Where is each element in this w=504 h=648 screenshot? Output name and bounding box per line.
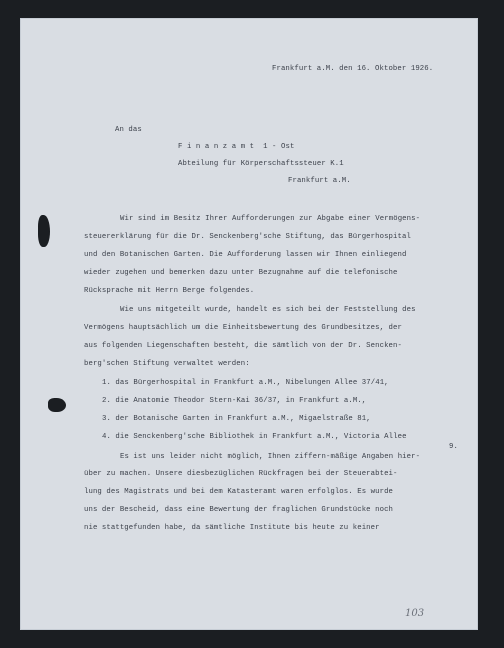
closing-line: über zu machen. Unsere diesbezüglichen Rückfragen bei der Steuerabtei- (84, 470, 398, 478)
body-line: Rücksprache mit Herrn Berge folgendes. (84, 287, 255, 295)
closing-line: nie stattgefunden habe, da sämtliche Institute bis heute zu keiner (84, 524, 380, 532)
body-line: Vermögens hauptsächlich um die Einheitsbewertung des Grundbesitzes, der (84, 324, 402, 332)
margin-mark: 9. (449, 443, 458, 451)
list-item: 4. die Senckenberg'sche Bibliothek in Frankfurt a.M., Victoria Allee (102, 433, 407, 441)
body-line: Wie uns mitgeteilt wurde, handelt es sich bei der Feststellung des (120, 306, 416, 314)
closing-line: lung des Magistrats und bei dem Katasteramt waren erfolglos. Es wurde (84, 488, 394, 496)
body-line: steuererklärung für die Dr. Senckenberg'sche Stiftung, das Bürgerhospital (84, 233, 411, 241)
body-line: und den Botanischen Garten. Die Aufforderung lassen wir Ihnen einliegend (84, 251, 407, 259)
address-city: Frankfurt a.M. (288, 177, 351, 185)
punch-hole (38, 215, 50, 247)
body-line: aus folgenden Liegenschaften besteht, die sämtlich von der Dr. Sencken- (84, 342, 402, 350)
list-item: 3. der Botanische Garten in Frankfurt a.M., Migaelstraße 81, (102, 415, 371, 423)
letter-page (20, 18, 478, 630)
body-line: wieder zugehen und bemerken dazu unter Bezugnahme auf die telefonische (84, 269, 398, 277)
closing-line: uns der Bescheid, dass eine Bewertung der fraglichen Grundstücke noch (84, 506, 394, 514)
address-office: F i n a n z a m t 1 - Ost (178, 143, 295, 151)
closing-line: Es ist uns leider nicht möglich, Ihnen ziffern-mäßige Angaben hier- (120, 453, 421, 461)
address-to: An das (115, 126, 142, 134)
page-number: 103 (405, 608, 425, 619)
list-item: 2. die Anatomie Theodor Stern-Kai 36/37, in Frankfurt a.M., (102, 397, 367, 405)
date-line: Frankfurt a.M. den 16. Oktober 1926. (272, 65, 434, 73)
body-line: Wir sind im Besitz Ihrer Aufforderungen zur Abgabe einer Vermögens- (120, 215, 421, 223)
list-item: 1. das Bürgerhospital in Frankfurt a.M., Nibelungen Allee 37/41, (102, 379, 389, 387)
address-department: Abteilung für Körperschaftssteuer K.1 (178, 160, 344, 168)
punch-hole (48, 398, 66, 412)
body-line: berg'schen Stiftung verwaltet werden: (84, 360, 250, 368)
